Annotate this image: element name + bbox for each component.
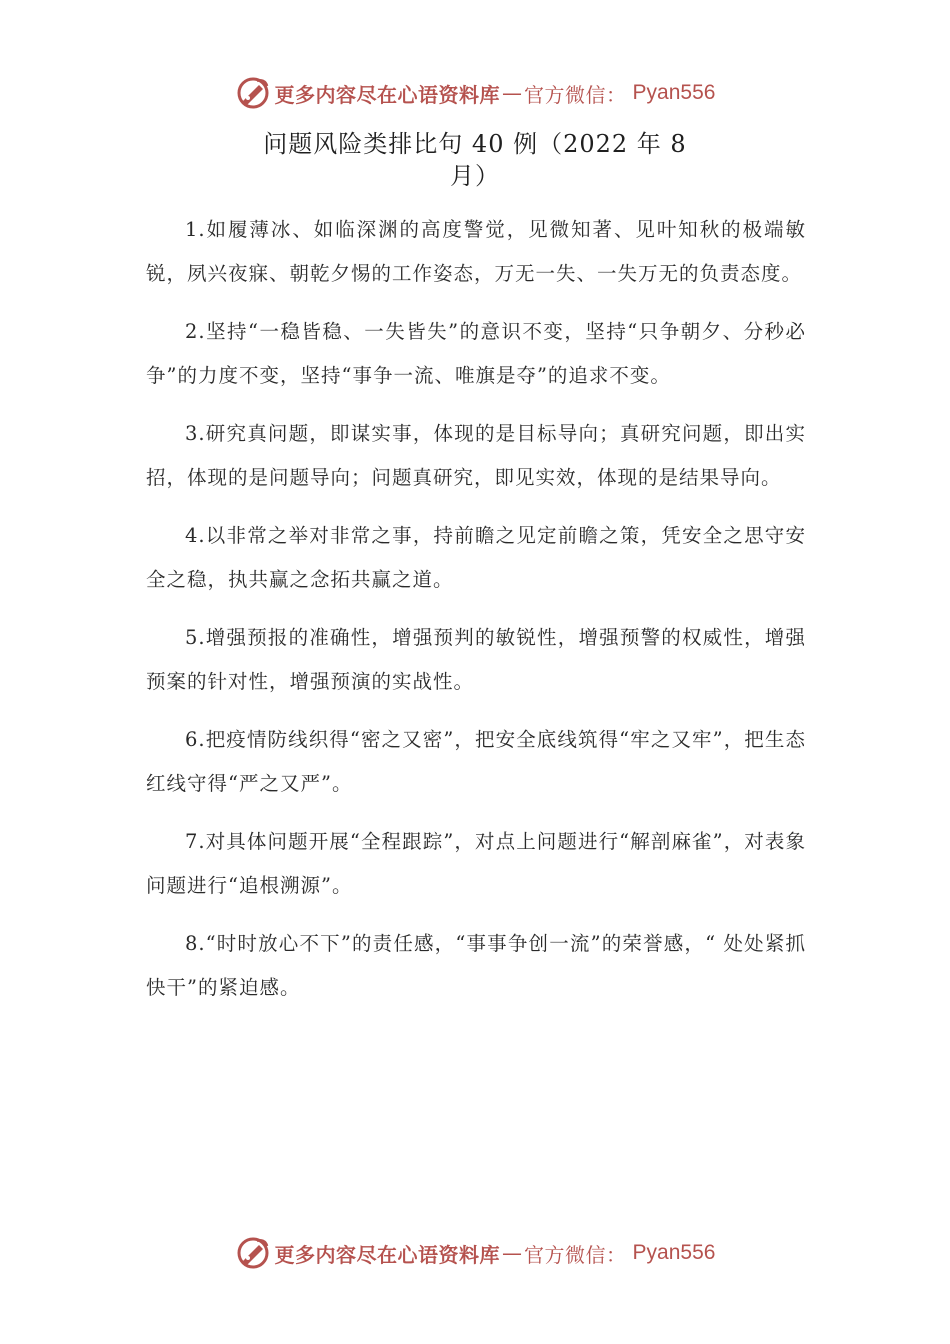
paragraph-7: 7.对具体问题开展“全程跟踪”，对点上问题进行“解剖麻雀”，对表象问题进行“追根溯源”。: [146, 830, 806, 897]
header-separator: —: [502, 81, 523, 105]
header-wechat-label: 官方微信：: [524, 82, 627, 107]
header-wechat-id: Pyan556: [632, 81, 716, 104]
footer-separator: —: [502, 1241, 523, 1265]
document-body: [146, 208, 806, 1024]
paragraph-4: 4.以非常之举对非常之事，持前瞻之见定前瞻之策，凭安全之思守安全之稳，执共赢之念拓共赢之道。: [146, 524, 806, 591]
header-banner: [0, 73, 950, 113]
paragraph-8: 8.“时时放心不下”的责任感，“事事争创一流”的荣誉感，“ 处处紧抓快干”的紧迫感。: [146, 932, 806, 999]
paragraph-6: 6.把疫情防线织得“密之又密”，把安全底线筑得“牢之又牢”，把生态红线守得“严之又严”。: [146, 728, 806, 795]
footer-wechat-label: 官方微信：: [524, 1242, 627, 1267]
paragraph-3: 3.研究真问题，即谋实事，体现的是目标导向；真研究问题，即出实招，体现的是问题导向；问题真研究，即见实效，体现的是结果导向。: [146, 422, 806, 489]
paragraph-2: 2.坚持“一稳皆稳、一失皆失”的意识不变，坚持“只争朝夕、分秒必争”的力度不变，坚持“事争一流、唯旗是夺”的追求不变。: [146, 320, 806, 387]
footer-wechat-id: Pyan556: [632, 1241, 716, 1264]
footer-brand-text: 更多内容尽在心语资料库: [274, 1242, 501, 1267]
header-brand-text: 更多内容尽在心语资料库: [274, 82, 501, 107]
brand-logo-icon: [235, 75, 271, 111]
document-title: 问题风险类排比句 40 例（2022 年 8 月）: [263, 130, 687, 190]
brand-logo-icon: [235, 1235, 271, 1271]
footer-banner: [0, 1233, 950, 1273]
paragraph-5: 5.增强预报的准确性，增强预判的敏锐性，增强预警的权威性，增强预案的针对性，增强预演的实战性。: [146, 626, 806, 693]
paragraph-1: 1.如履薄冰、如临深渊的高度警觉，见微知著、见叶知秋的极端敏锐，夙兴夜寐、朝乾夕惕的工作姿态，万无一失、一失万无的负责态度。: [146, 218, 806, 285]
